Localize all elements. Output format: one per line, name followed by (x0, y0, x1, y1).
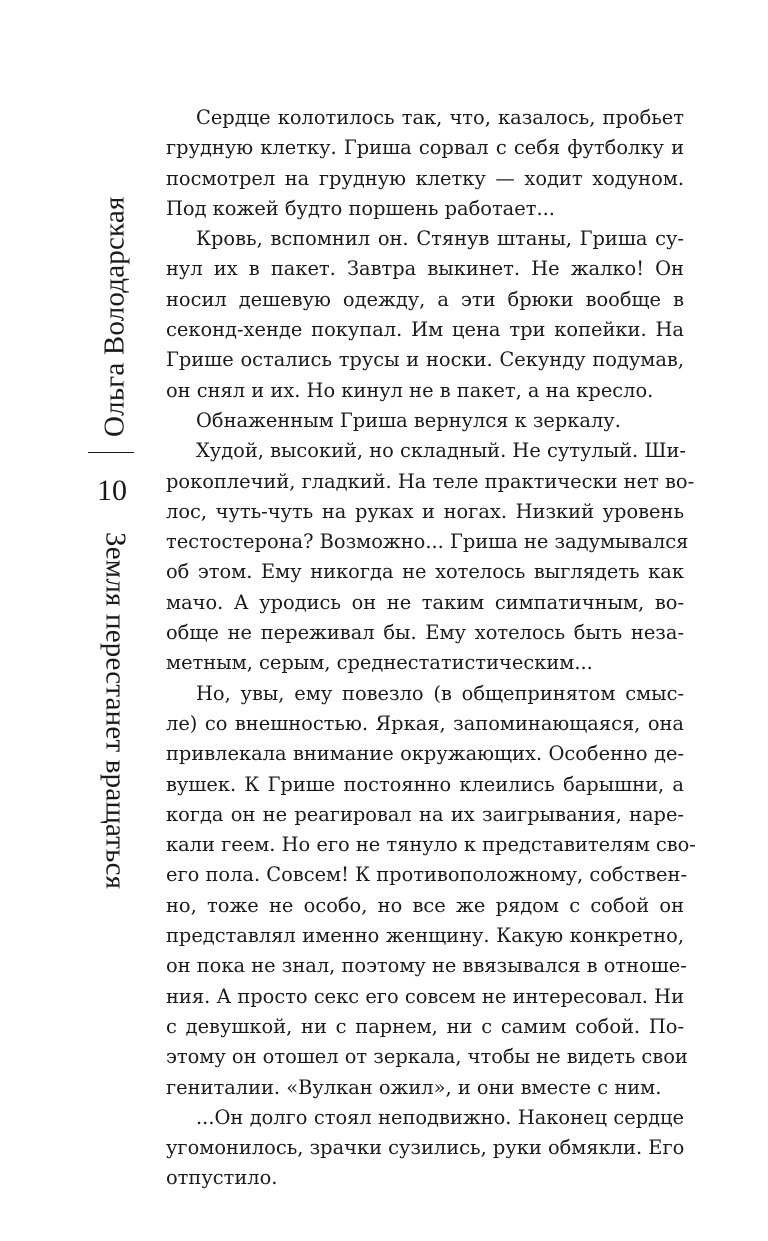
text-line: отпустило. (166, 1166, 278, 1190)
text-line: нул их в пакет. Завтра выкинет. Не жалко! Он (166, 257, 684, 281)
text-line: Худой, высокий, но складный. Не сутулый. Ши- (196, 439, 686, 463)
text-line: об этом. Ему никогда не хотелось выглядеть как (166, 560, 684, 584)
text-line: угомонилось, зрачки сузились, руки обмякли. Его (166, 1136, 685, 1160)
text-line: кали геем. Но его не тянуло к представителям сво- (166, 833, 696, 857)
text-line: он пока не знал, поэтому не ввязывался в отноше- (166, 954, 687, 978)
text-line: рокоплечий, гладкий. На теле практически нет во- (166, 469, 695, 493)
text-line: ...Он долго стоял неподвижно. Наконец сердце (196, 1105, 684, 1129)
text-line: когда он не реагировал на их заигрывания, наре- (166, 802, 684, 826)
running-head-author: Ольга Володарская (98, 196, 131, 438)
text-line: Грише остались трусы и носки. Секунду подумав, (166, 348, 684, 372)
text-line: секонд-хенде покупал. Им цена три копейки. На (166, 318, 684, 342)
text-line: ния. А просто секс его совсем не интересовал. Ни (166, 984, 684, 1008)
text-line: носил дешевую одежду, а эти брюки вообще в (166, 287, 684, 311)
text-line: грудную клетку. Гриша сорвал с себя футболку и (166, 136, 684, 160)
text-line: с девушкой, ни с парнем, ни с самим собой. По- (166, 1014, 684, 1038)
text-line: лос, чуть-чуть на руках и ногах. Низкий уровень (166, 499, 684, 523)
text-line: этому он отошел от зеркала, чтобы не видеть свои (166, 1045, 688, 1069)
page-number: 10 (97, 474, 127, 507)
text-line: тестостерона? Возможно... Гриша не задумывался (166, 530, 689, 554)
body-text (166, 103, 696, 1194)
text-line: обще не переживал бы. Ему хотелось быть неза- (166, 621, 684, 645)
text-line: метным, серым, среднестатистическим... (166, 651, 593, 675)
text-line: посмотрел на грудную клетку — ходит ходуном. (166, 166, 684, 190)
text-line: Обнаженным Гриша вернулся к зеркалу. (196, 408, 621, 432)
text-line: гениталии. «Вулкан ожил», и они вместе с ним. (166, 1075, 662, 1099)
text-line: Сердце колотилось так, что, казалось, пробьет (196, 106, 684, 129)
text-line: Под кожей будто поршень работает... (166, 196, 555, 220)
text-line: вушек. К Грише постоянно клеились барышни, а (166, 772, 684, 796)
text-line: привлекала внимание окружающих. Особенно де- (166, 742, 684, 766)
text-line: он снял и их. Но кинул не в пакет, а на кресло. (166, 378, 654, 402)
text-line: представлял именно женщину. Какую конкретно, (166, 924, 684, 948)
text-line: Кровь, вспомнил он. Стянув штаны, Гриша су- (196, 227, 684, 251)
text-line: Но, увы, ему повезло (в общепринятом смыс- (196, 681, 684, 705)
running-head-book-title: Земля перестанет вращаться (99, 532, 132, 890)
text-line: его пола. Совсем! К противоположному, собствен- (166, 863, 688, 887)
margin-divider (88, 452, 134, 453)
text-line: мачо. А уродись он не таким симпатичным, во- (166, 590, 684, 614)
text-line: ле) со внешностью. Яркая, запоминающаяся, она (166, 711, 684, 735)
text-line: но, тоже не особо, но все же рядом с собой он (166, 893, 684, 917)
